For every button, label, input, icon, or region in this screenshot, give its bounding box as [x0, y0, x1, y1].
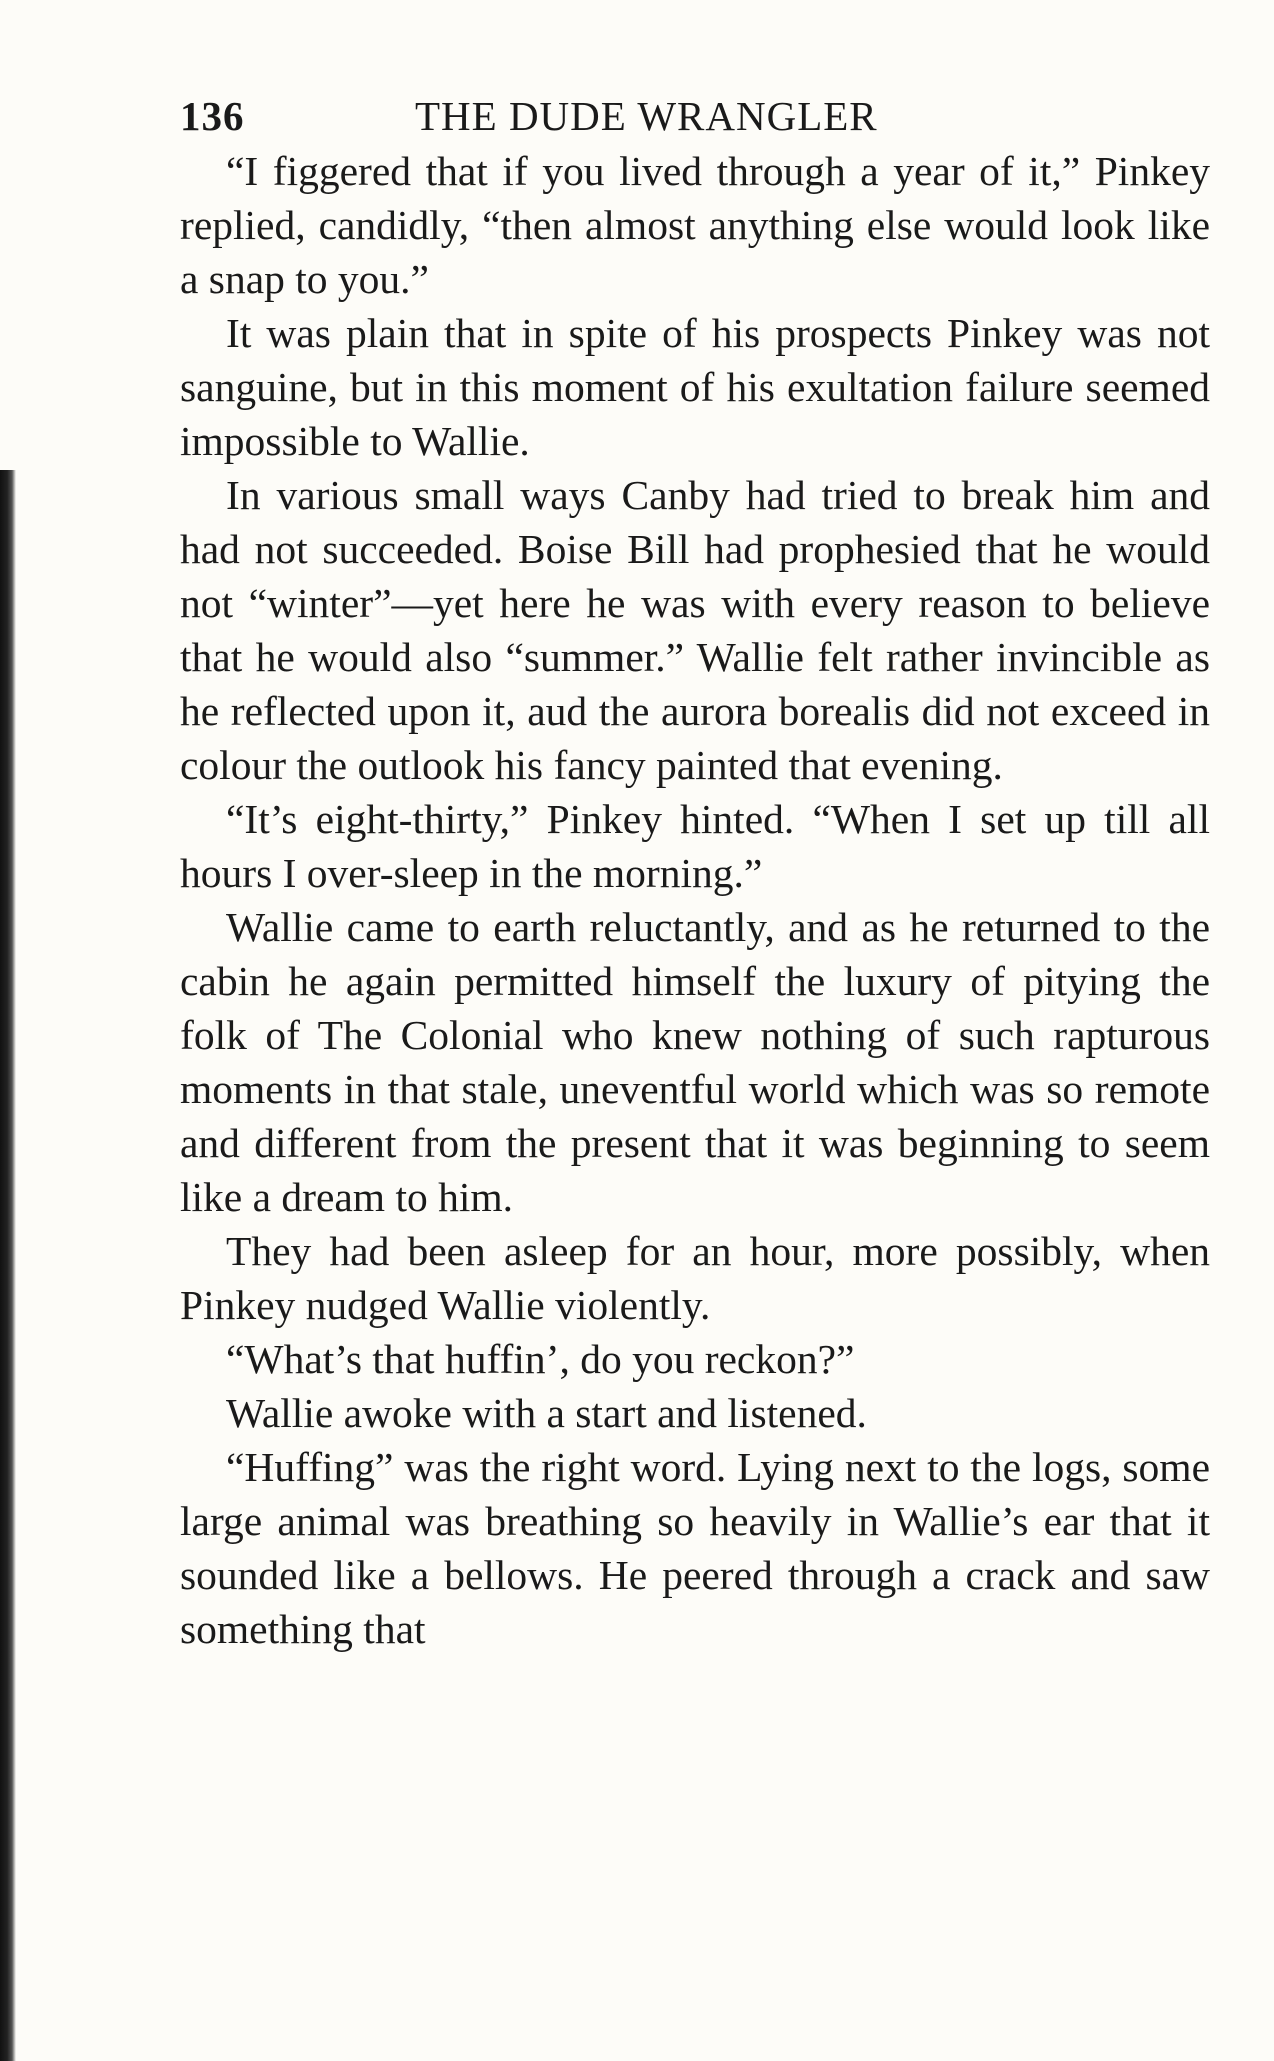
page-number: 136 — [180, 93, 245, 139]
paragraph: “What’s that huffin’, do you reckon?” — [226, 1336, 855, 1382]
running-head: THE DUDE WRANGLER — [415, 93, 878, 139]
book-page — [180, 88, 1210, 1656]
paragraph: “It’s eight-thirty,” Pinkey hinted. “When I set up till all hours I over-sleep in the morning.” — [180, 796, 1210, 896]
paragraph: It was plain that in spite of his prospects Pinkey was not sanguine, but in this moment of his exultation failure seemed impossible to Wallie. — [180, 310, 1210, 464]
paragraph: Wallie awoke with a start and listened. — [226, 1390, 867, 1436]
body-text — [180, 144, 1210, 1656]
paragraph: “Huffing” was the right word. Lying next to the logs, some large animal was breathing so heavily in Wallie’s ear that it sounded like a bellows. He peered through a crack and saw something that — [180, 1444, 1210, 1652]
paragraph: “I figgered that if you lived through a year of it,” Pinkey replied, candidly, “then almost anything else would look like a snap to you.” — [180, 148, 1210, 302]
page-header — [180, 88, 1210, 144]
page-binding-edge — [0, 470, 16, 2061]
paragraph: They had been asleep for an hour, more possibly, when Pinkey nudged Wallie violently. — [180, 1228, 1210, 1328]
paragraph: In various small ways Canby had tried to break him and had not succeeded. Boise Bill had prophesied that he would not “winter”—yet here he was with every reason to believe that he would also “summer.” Wallie felt rather invincible as he reflected upon it, aud the aurora borealis did not exceed in colour the outlook his fancy painted that evening. — [180, 472, 1210, 788]
paragraph: Wallie came to earth reluctantly, and as he returned to the cabin he again permitted himself the luxury of pitying the folk of The Colonial who knew nothing of such rapturous moments in that stale, uneventful world which was so remote and different from the present that it was beginning to seem like a dream to him. — [180, 904, 1210, 1220]
